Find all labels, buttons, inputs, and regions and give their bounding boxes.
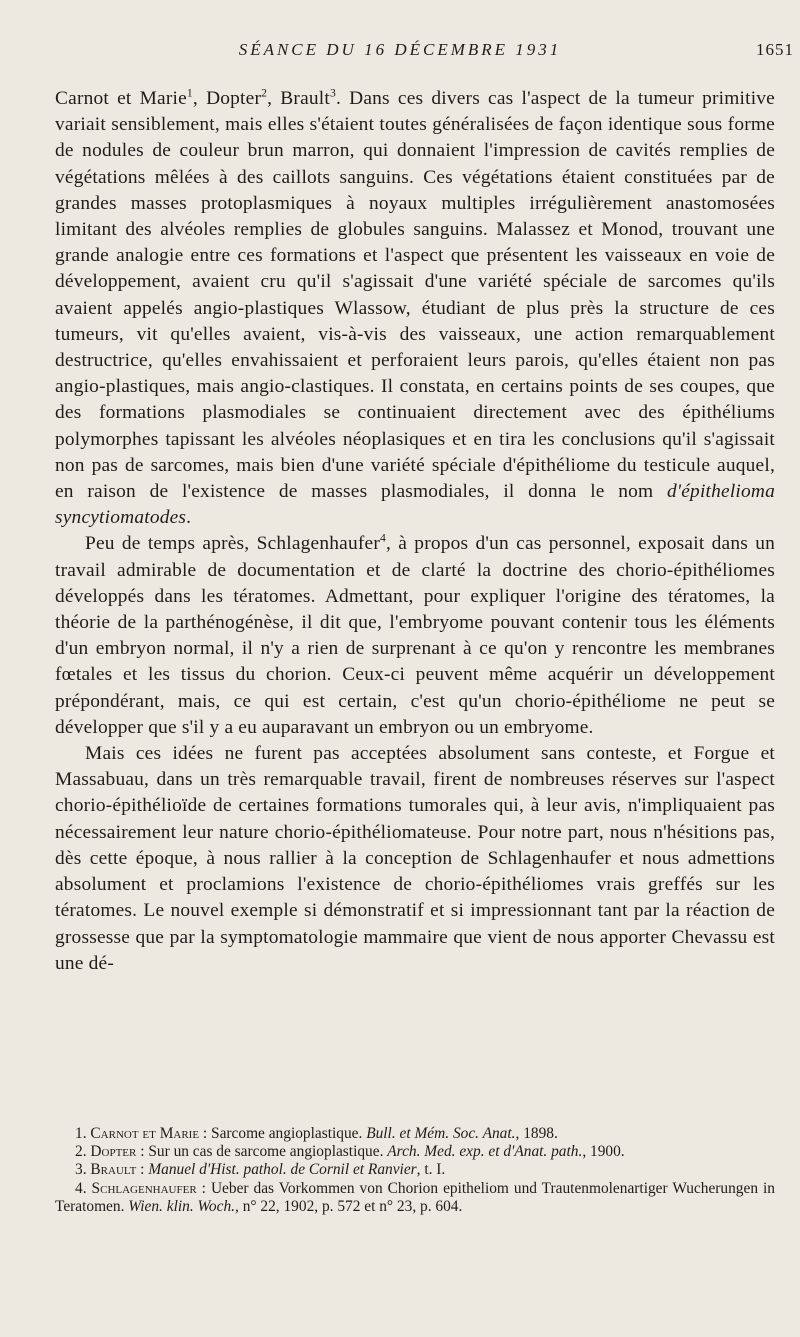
footnote-author: Carnot et Marie [90,1125,200,1142]
footnote-1: 1. Carnot et Marie : Sarcome angioplastique. Bull. et Mém. Soc. Anat., 1898. [75,1125,558,1142]
footnote-ref-1: 1 [186,86,193,100]
footnotes [55,1125,775,1216]
footnote-2: 2. Dopter : Sur un cas de sarcome angioplastique. Arch. Med. exp. et d'Anat. path., 1900. [75,1143,625,1161]
footnote-author: Dopter [90,1143,137,1161]
body-text [55,86,775,977]
footnote-ref-3: 3 [329,86,336,100]
page-number: 1651 [756,40,794,59]
paragraph-1: Carnot et Marie$^1$, Dopter$^2$, Brault$^3$. Dans ces divers cas l'aspect de la tumeur primitive variait sensiblement, mais elles s'étaient toutes généralisées de façon identique sous forme de nodules de couleur brun marron, qui donnaient l'impression de cavités remplies de végétations mêlées à des caillots sanguins. Ces végétations étaient constituées par de grandes masses protoplasmiques à noyaux multiples irrégulièrement anastomosées limitant des alvéoles remplies de globules sanguins. Malassez et Monod, trouvant une grande analogie entre ces formations et l'aspect que présentent les vaisseaux en voie de développement, avaient cru qu'il s'agissait d'une variété spéciale de sarcomes qu'ils avaient appelés angio-plastiques Wlassow, étudiant de plus près la structure de ces tumeurs, vit qu'elles avaient, vis-à-vis des vaisseaux, une action remarquablement destructrice, qu'elles envahissaient et perforaient leurs parois, qu'elles étaient non pas angio-plastiques, mais angio-clastiques. Il constata, en certains points de ses coupes, que des formations plasmodiales se continuaient directement avec des épithéliums polymorphes tapissant les alvéoles néoplasiques et en tira les conclusions qu'il s'agissait non pas de sarcomes, mais bien d'une variété spéciale d'épithéliome du testicule auquel, en raison de l'existence de masses plasmodiales, il donna le nom d'épithelioma syncytiomatodes. [55,86,775,529]
footnote-author: Schlagenhaufer [91,1179,197,1197]
paragraph-2: Peu de temps après, Schlagenhaufer$^4$, à propos d'un cas personnel, exposait dans un travail admirable de documentation et de clarté la doctrine des chorio-épithéliomes développés dans les tératomes. Admettant, pour expliquer l'origine des tératomes, la théorie de la parthénogénèse, il dit que, l'embryome pouvant contenir tous les éléments d'un embryon normal, il n'y a rien de surprenant à ce qu'on y rencontre les membranes fœtales et les tissus du chorion. Ceux-ci peuvent même acquérir un développement prépondérant, mais, ce qui est certain, c'est qu'un chorio-épithéliome ne peut se développer que s'il y a eu auparavant un embryon ou un embryome. [55,531,775,738]
footnote-ref-2: 2 [261,86,268,100]
running-head [0,40,800,64]
footnote-ref-4: 4 [379,531,386,545]
session-title: SÉANCE DU 16 DÉCEMBRE 1931 [238,40,562,59]
footnote-4: 4. Schlagenhaufer : Ueber das Vorkommen von Chorion epitheliom und Trautenmolenartiger Wucherungen in Teratomen. Wien. klin. Woch., n° 22, 1902, p. 572 et n° 23, p. 604. [55,1179,775,1215]
paragraph-3: Mais ces idées ne furent pas acceptées absolument sans conteste, et Forgue et Massabuau, dans un très remarquable travail, firent de nombreuses réserves sur l'aspect chorio-épithélioïde de certaines formations tumorales qui, à leur avis, n'impliquaient pas nécessairement leur nature chorio-épithéliomateuse. Pour notre part, nous n'hésitions pas, dès cette époque, à nous rallier à la conception de Schlagenhaufer et nous admettions absolument et proclamions l'existence de chorio-épithéliomes vrais greffés sur les tératomes. Le nouvel exemple si démonstratif et si impressionnant tant par la réaction de grossesse que par la symptomatologie mammaire que vient de nous apporter Chevassu est une dé- [55,743,775,974]
footnote-3: 3. Brault : Manuel d'Hist. pathol. de Cornil et Ranvier, t. I. [75,1161,446,1179]
emphasized-term: d'épithelioma syncytiomatodes [55,481,775,529]
footnote-author: Brault [90,1161,137,1179]
